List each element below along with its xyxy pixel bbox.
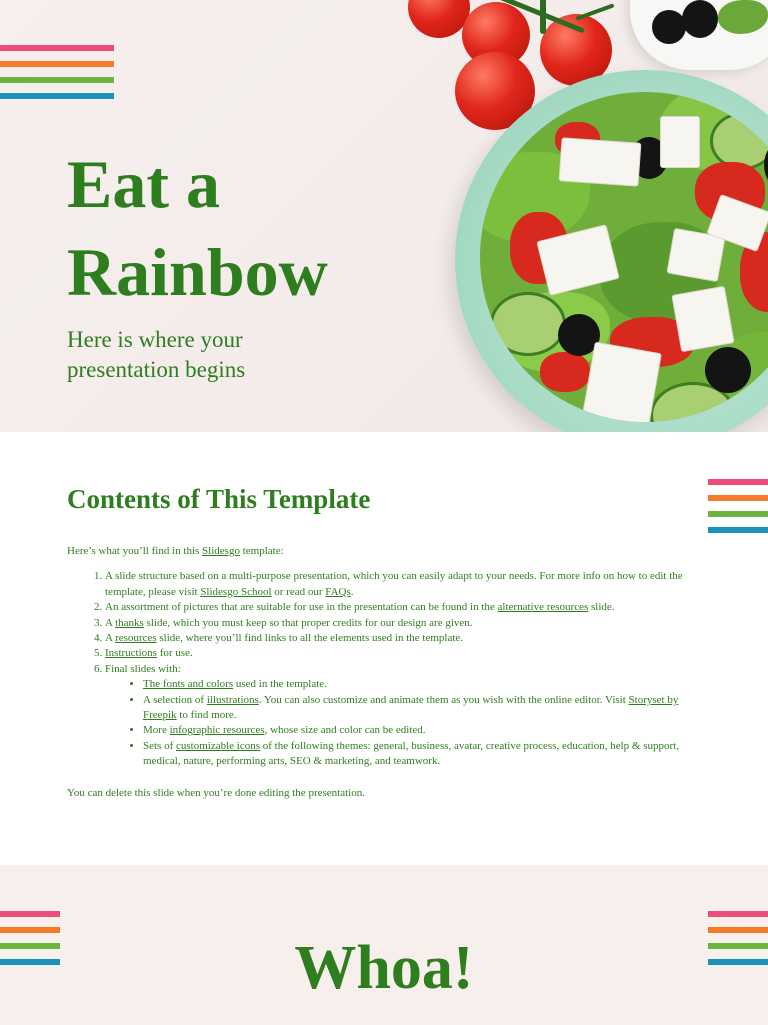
- sub-list-item: [143, 723, 707, 738]
- list-item: [105, 569, 707, 600]
- resource-link[interactable]: customizable icons: [176, 739, 261, 752]
- resource-link[interactable]: FAQs: [325, 585, 351, 598]
- list-item: [105, 662, 707, 770]
- list-item-text: .: [350, 585, 354, 598]
- list-item-text: A selection of: [143, 693, 207, 706]
- contents-intro: [67, 544, 707, 559]
- list-item-text: of the following themes: general, business, avatar, creative process, education, help & support, medical, nature, performing arts, SEO & marketing, and teamwork.: [143, 739, 679, 768]
- resource-link[interactable]: resources: [115, 632, 157, 645]
- resource-link[interactable]: thanks: [115, 616, 144, 629]
- list-item: [105, 646, 707, 661]
- sub-list-item: [143, 677, 707, 692]
- rainbow-stripes-decoration: [708, 479, 768, 533]
- slide-whoa: [0, 865, 768, 1025]
- rainbow-stripes-decoration: [0, 45, 114, 99]
- list-item-text: More: [143, 724, 170, 737]
- list-item-text: . You can also customize and animate them as you wish with the online editor. Visit: [258, 693, 629, 706]
- list-item-text: A: [105, 632, 116, 645]
- resource-link[interactable]: illustrations: [206, 693, 259, 706]
- list-item-text: used in the template.: [233, 678, 327, 691]
- sub-list-item: [143, 739, 707, 770]
- contents-footer: You can delete this slide when you’re done editing the presentation.: [67, 786, 365, 799]
- list-item-text: for use.: [156, 647, 193, 660]
- resource-link[interactable]: Slidesgo School: [200, 585, 272, 598]
- cover-title: Eat a Rainbow: [67, 146, 328, 311]
- slidesgo-link[interactable]: Slidesgo: [202, 545, 240, 557]
- contents-list: [67, 569, 707, 769]
- cover-subtitle: Here is where your presentation begins: [67, 327, 246, 383]
- contents-title: Contents of This Template: [67, 484, 371, 514]
- intro-text-end: template:: [239, 545, 284, 557]
- whoa-title: Whoa!: [294, 934, 474, 1002]
- list-item: [105, 631, 707, 646]
- resource-link[interactable]: The fonts and colors: [143, 678, 234, 691]
- list-item-text: A slide structure based on a multi-purpose presentation, which you can easily adapt to your needs. For more info on how to edit the template, please visit: [105, 570, 683, 598]
- sub-list-item: [143, 693, 707, 724]
- olive-bowl-image: [630, 0, 768, 70]
- list-item: [105, 616, 707, 631]
- list-item: [105, 600, 707, 615]
- sub-list: [105, 677, 707, 769]
- list-item-text: or read our: [271, 585, 326, 598]
- list-item-text: , whose size and color can be edited.: [264, 724, 426, 737]
- slide-cover: [0, 0, 768, 432]
- list-item-text: Sets of: [143, 739, 176, 752]
- list-item-text: slide, where you’ll find links to all the elements used in the template.: [156, 632, 464, 645]
- list-item-text: A: [105, 616, 116, 629]
- list-item-text: slide, which you must keep so that proper credits for our design are given.: [143, 616, 473, 629]
- list-item-text: An assortment of pictures that are suitable for use in the presentation can be found in the: [105, 601, 498, 614]
- list-item-text: to find more.: [176, 709, 237, 722]
- intro-text: Here’s what you’ll find in this: [67, 545, 203, 557]
- list-item-text: slide.: [588, 601, 615, 614]
- resource-link[interactable]: Instructions: [105, 647, 157, 660]
- list-item-text: Final slides with:: [105, 662, 181, 675]
- resource-link[interactable]: infographic resources: [169, 724, 265, 737]
- slide-contents: [0, 432, 768, 864]
- contents-body: [67, 544, 707, 801]
- resource-link[interactable]: alternative resources: [497, 601, 589, 614]
- resource-link[interactable]: Storyset by Freepik: [143, 693, 679, 722]
